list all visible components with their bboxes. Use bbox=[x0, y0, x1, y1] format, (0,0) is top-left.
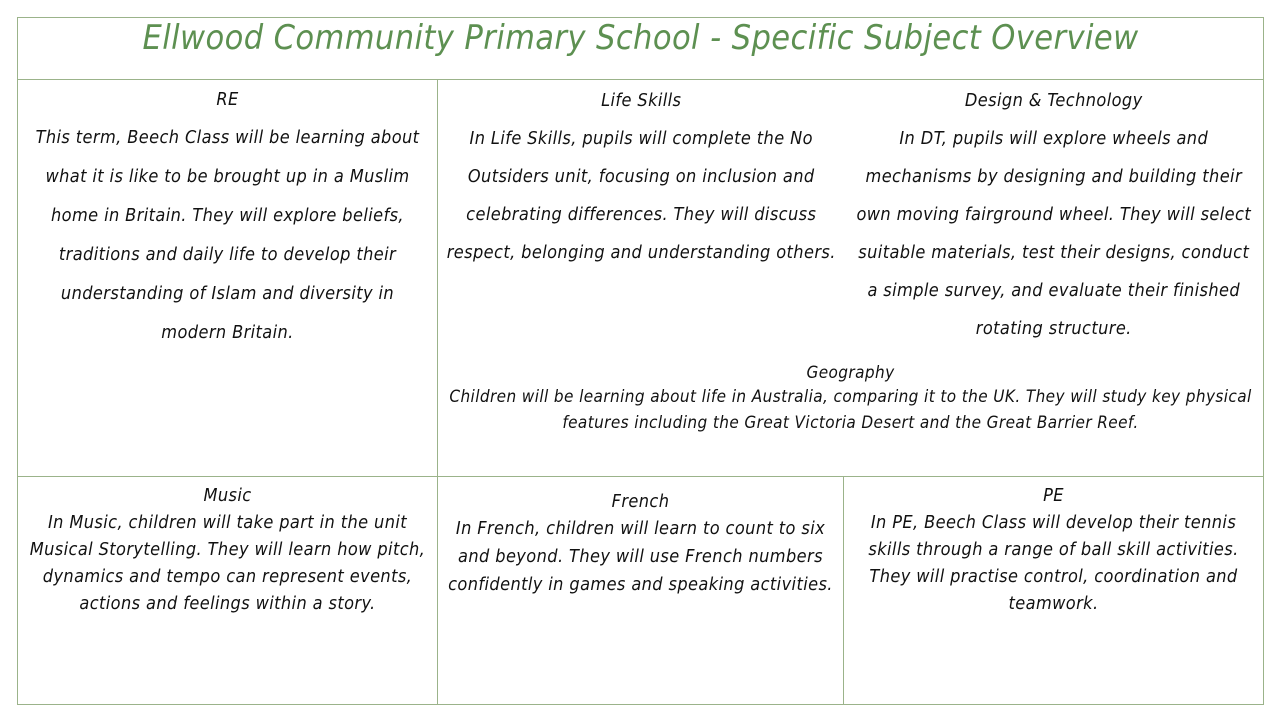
lower-subjects-row bbox=[18, 477, 1264, 705]
music-body-part2: . They will learn how pitch, dynamics and tempo can represent events, actions and feelings within a story. bbox=[42, 539, 426, 614]
music-body-part1: In Music, children will take part in the unit bbox=[47, 512, 407, 533]
title-row bbox=[18, 18, 1264, 80]
pe-heading: PE bbox=[1043, 485, 1064, 506]
french-body: In French, children will learn to count to six and beyond. They will use French numbers confidently in games and speaking activities. bbox=[448, 518, 833, 595]
music-content bbox=[18, 477, 437, 625]
re-body: This term, Beech Class will be learning about what it is like to be brought up in a Muslim home in Britain. They will explore beliefs, traditions and daily life to develop their understanding of Islam and diversity in modern Britain. bbox=[35, 127, 420, 343]
design-technology-heading: Design & Technology bbox=[964, 90, 1143, 111]
life-skills-body-part1: In Life Skills, pupils will complete the bbox=[469, 128, 791, 149]
subject-overview-sheet bbox=[17, 17, 1263, 703]
cell-french bbox=[438, 477, 844, 705]
title-cell bbox=[18, 18, 1264, 80]
french-heading: French bbox=[611, 491, 670, 512]
music-heading: Music bbox=[203, 485, 252, 506]
geography-body: Children will be learning about life in Australia, comparing it to the UK. They will study key physical features including the Great Victoria Desert and the Great Barrier Reef. bbox=[449, 387, 1252, 433]
cell-design-technology bbox=[845, 80, 1264, 356]
geography-heading: Geography bbox=[806, 363, 895, 383]
design-technology-content bbox=[845, 80, 1264, 356]
life-skills-unit-title: No Outsiders bbox=[467, 128, 813, 187]
life-skills-heading: Life Skills bbox=[601, 90, 682, 111]
re-content bbox=[18, 80, 437, 360]
cell-pe bbox=[844, 477, 1264, 705]
pe-content bbox=[844, 477, 1263, 625]
life-skills-body bbox=[446, 120, 837, 272]
music-body bbox=[26, 509, 429, 617]
page-title: Ellwood Community Primary School - Specific Subject Overview bbox=[142, 18, 1139, 58]
pe-body: In PE, Beech Class will develop their tennis skills through a range of ball skill activities. They will practise control, coordination and teamwork. bbox=[868, 512, 1239, 614]
music-unit-title: Musical Storytelling bbox=[29, 539, 197, 560]
cell-geography bbox=[438, 356, 1263, 476]
design-technology-body: In DT, pupils will explore wheels and mechanisms by designing and building their own moving fairground wheel. They will select suitable materials, test their designs, conduct a simple survey, and evaluate their finished rotating structure. bbox=[856, 128, 1252, 339]
re-heading: RE bbox=[216, 89, 239, 110]
life-skills-dt-row bbox=[438, 80, 1263, 356]
geography-content bbox=[438, 356, 1263, 444]
subject-overview-table bbox=[17, 17, 1264, 705]
life-skills-body-part2: unit, focusing on inclusion and celebrating differences. They will discuss respect, belonging and understanding others. bbox=[446, 166, 836, 263]
upper-right-group bbox=[438, 80, 1264, 477]
life-skills-content bbox=[438, 80, 845, 280]
cell-life-skills bbox=[438, 80, 845, 356]
upper-right-split-table bbox=[438, 80, 1263, 476]
upper-subjects-row bbox=[18, 80, 1264, 477]
french-content bbox=[438, 477, 843, 607]
cell-music bbox=[18, 477, 438, 705]
cell-re bbox=[18, 80, 438, 477]
geography-row bbox=[438, 356, 1263, 476]
